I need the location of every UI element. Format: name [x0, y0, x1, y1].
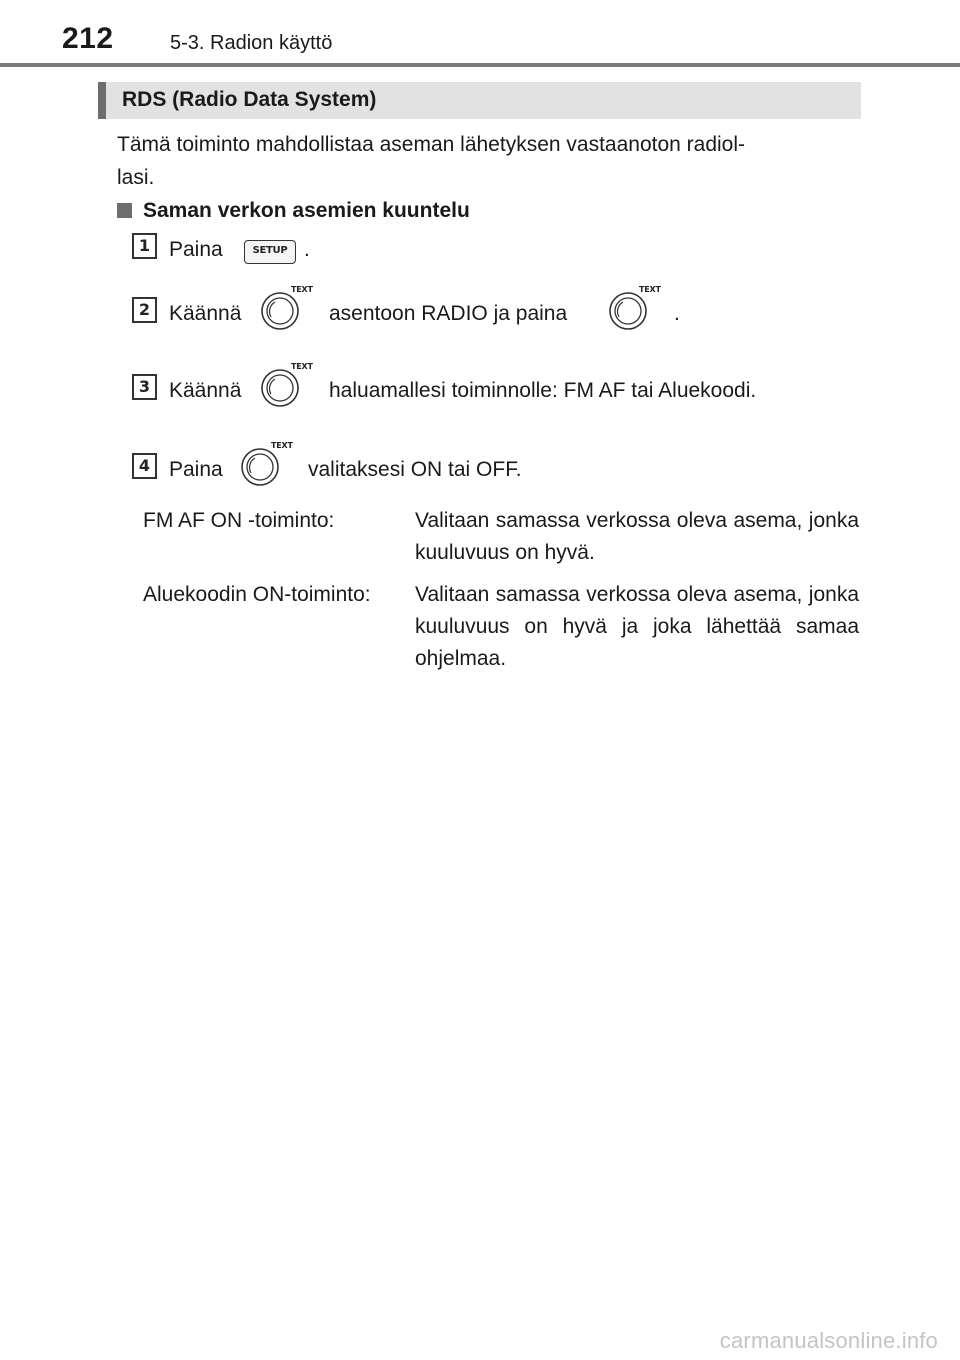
subheading — [117, 199, 470, 223]
intro-line-1: Tämä toiminto mahdollistaa aseman lähetyksen vastaanoton radiol- — [117, 133, 746, 156]
section-title: RDS (Radio Data System) — [122, 88, 377, 111]
step-3-text-before: Käännä — [169, 379, 242, 402]
setup-button-icon: SETUP — [244, 240, 296, 264]
definition-term: FM AF ON -toiminto: — [143, 509, 335, 532]
step-number-2: 2 — [132, 297, 157, 323]
step-1-text-after: . — [304, 238, 310, 261]
intro-paragraph — [117, 128, 857, 194]
definition-list — [143, 505, 859, 685]
header-divider — [0, 63, 960, 67]
step-1-text-before: Paina — [169, 238, 223, 261]
step-4-text-after: valitaksesi ON tai OFF. — [308, 458, 522, 481]
page-header — [0, 0, 960, 66]
intro-line-2: lasi. — [117, 166, 155, 189]
step-number-3: 3 — [132, 374, 157, 400]
knob-text-label: TEXT — [271, 441, 293, 450]
watermark: carmanualsonline.info — [719, 1328, 938, 1353]
tune-knob-icon — [606, 287, 664, 337]
definition-description: Valitaan samassa verkossa oleva asema, jonka kuuluvuus on hyvä ja joka lähettää samaa ohjelmaa. — [415, 583, 859, 670]
section-heading-bar — [98, 82, 861, 119]
knob-text-label: TEXT — [291, 362, 313, 371]
page-number: 212 — [62, 22, 114, 55]
definition-row — [143, 579, 859, 675]
step-2-text-before: Käännä — [169, 302, 242, 325]
knob-text-label: TEXT — [291, 285, 313, 294]
step-3-text-after: haluamallesi toiminnolle: FM AF tai Aluekoodi. — [329, 379, 757, 402]
knob-text-label: TEXT — [639, 285, 661, 294]
step-number-4: 4 — [132, 453, 157, 479]
step-number-1: 1 — [132, 233, 157, 259]
tune-knob-icon — [258, 364, 316, 414]
step-2-text-middle: asentoon RADIO ja paina — [329, 302, 568, 325]
definition-row — [143, 505, 859, 569]
step-2-text-after: . — [674, 302, 680, 325]
definition-description: Valitaan samassa verkossa oleva asema, jonka kuuluvuus on hyvä. — [415, 509, 859, 564]
tune-knob-icon — [238, 443, 296, 493]
step-4-text-before: Paina — [169, 458, 223, 481]
subheading-text: Saman verkon asemien kuuntelu — [143, 199, 470, 222]
chapter-title: 5-3. Radion käyttö — [170, 32, 333, 54]
square-bullet-icon — [117, 203, 132, 218]
definition-term: Aluekoodin ON-toiminto: — [143, 583, 371, 606]
tune-knob-icon — [258, 287, 316, 337]
